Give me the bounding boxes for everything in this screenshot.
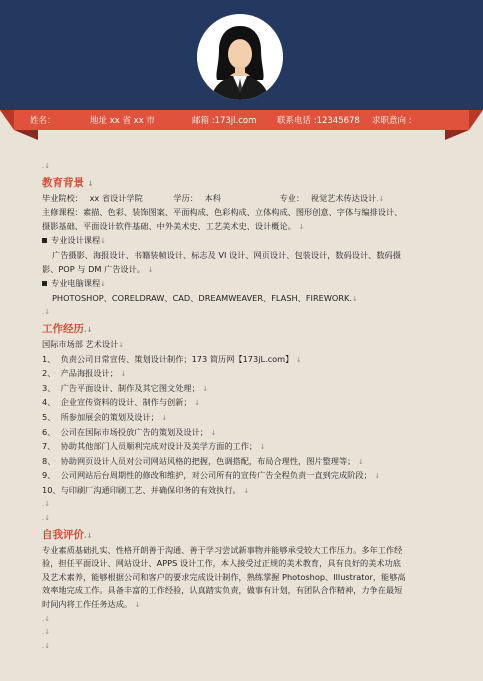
education-title: 教育背景 ↓ (42, 176, 94, 189)
experience-title: 工作经历.↓ (42, 322, 93, 335)
paragraph-mark: .↓ (42, 500, 51, 509)
experience-item: 2、 产品海报设计； ↓ (42, 368, 127, 379)
experience-item: 6、 公司在国际市场投放广告的策划及设计； ↓ (42, 426, 217, 437)
bullet-square-icon (42, 281, 47, 286)
self-eval-title: 自我评价.↓ (42, 528, 93, 541)
experience-item: 8、 协助网页设计人员对公司网站风格的把握，色调搭配，布局合理性，图片整理等； ↓ (42, 455, 364, 466)
address-text: 地址 xx 省 xx 市 (90, 116, 155, 126)
courses-line-2: 摄影基础、平面设计软件基础、中外美术史、工艺美术史、设计概论。 ↓ (42, 220, 305, 231)
banner-shadow-left (14, 130, 38, 140)
banner-fold-right (469, 110, 483, 130)
paragraph-mark: .↓ (42, 308, 51, 317)
self-eval-line: 效率地完成工作。具备丰富的工作经验，认真踏实负责，做事有计划，有团队合作精神，力争在最短 (42, 585, 403, 596)
pro-design-line-2: 影、POP 与 DM 广告设计。 ↓ (42, 263, 154, 274)
self-eval-line: 及艺术素养，能够根据公司和客户的要求完成设计制作，熟练掌握 Photoshop、Illustrator，能够高 (42, 571, 406, 582)
intent-text: 求职意向 : (372, 116, 412, 126)
self-eval-line: 时间内将工作任务达成。 ↓ (42, 599, 141, 610)
paragraph-mark: .↓ (42, 514, 51, 523)
experience-item: 5、 所参加展会的策划及设计； ↓ (42, 411, 168, 422)
self-eval-line: 专业素质基础扎实、性格开朗善于沟通、善于学习尝试新事物并能够承受较大工作压力。多年工作经 (42, 544, 403, 555)
experience-item: 9、 公司网站后台周期性的修改和维护，对公司所有的宣传广告全程负责一直到完成阶段； ↓ (42, 470, 381, 481)
experience-item: 7、 协助其他部门人员顺利完成对设计及美学方面的工作； ↓ (42, 441, 266, 452)
education-row: 毕业院校： xx 省设计学院 学历： 本科 专业： 视觉艺术传达设计.↓ (42, 192, 385, 203)
experience-item: 3、 广告平面设计、制作及其它图文处理； ↓ (42, 382, 209, 393)
banner-shadow-right (445, 130, 469, 140)
paragraph-mark: .↓ (42, 641, 51, 650)
computer-heading: 专业电脑课程↓ (42, 277, 462, 292)
paragraph-mark: .↓ (42, 614, 51, 623)
avatar (197, 14, 283, 100)
resume-body (42, 160, 462, 653)
phone-text: 联系电话 :12345678 (277, 116, 360, 126)
experience-item: 10、与印刷厂沟通印刷工艺、并确保印务的有效执行。 ↓ (42, 484, 250, 495)
courses-line-1: 主修课程：素描、色彩、装饰图案、平面构成、色彩构成、立体构成、图形创意、字体与编排设计、 (42, 207, 403, 218)
paragraph-mark: .↓ (42, 628, 51, 637)
person-icon (197, 14, 283, 100)
experience-position: 国际市场部 艺术设计↓ (42, 338, 125, 349)
pro-design-heading: 专业设计课程↓ (42, 234, 462, 249)
experience-item: 4、 企业宣传资料的设计、制作与创新； ↓ (42, 397, 201, 408)
banner-fold-left (0, 110, 14, 130)
paragraph-mark: .↓ (42, 162, 51, 170)
computer-line: PHOTOSHOP、CORELDRAW、CAD、DREAMWEAVER、FLASH、FIREWORK.↓ (52, 292, 358, 303)
name-label: 姓名： (30, 116, 56, 126)
self-eval-line: 验，担任平面设计、网站设计、APPS 设计工作，本人接受过正规的美术教育，具有良好的美术功底 (42, 558, 401, 569)
experience-item: 1、 负责公司日常宣传、策划设计制作；173 简历网【173jL.com】 ↓ (42, 353, 302, 364)
bullet-square-icon (42, 238, 47, 243)
pro-design-line-1: 广告摄影、海报设计、书籍装帧设计、标志及 VI 设计、网页设计、包装设计，数码设计、数码摄 (52, 249, 401, 260)
email-text: 邮箱 :173jl.com (192, 116, 257, 126)
